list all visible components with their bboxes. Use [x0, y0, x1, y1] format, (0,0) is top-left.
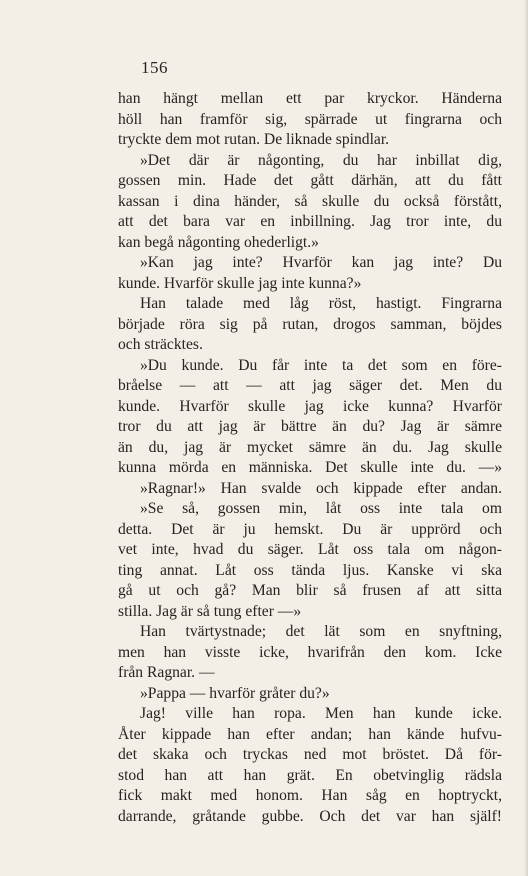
text-line: han hängt mellan ett par kryckor. Händerna	[118, 90, 502, 107]
text-line: »Pappa — hvarför gråter du?»	[140, 684, 330, 702]
text-line: tryckte dem mot rutan. De liknade spindlar.	[118, 131, 390, 148]
text-line: kassan i dina händer, så skulle du också förstått,	[118, 192, 502, 210]
text-line: tror du att jag är bättre än du? Jag är sämre	[118, 418, 502, 435]
page-edge	[524, 0, 528, 876]
text-line: stod han att han grät. En obetvinglig rädsla	[118, 766, 502, 784]
text-line: »Se så, gossen min, låt oss inte tala om	[140, 500, 502, 517]
text-line: än du, jag är mycket sämre än du. Jag skulle	[118, 438, 502, 456]
text-line: gå ut och gå? Man blir så frusen af att sitta	[118, 582, 502, 599]
text-line: kan begå någonting ohederligt.»	[118, 233, 319, 251]
page-number: 156	[141, 58, 168, 77]
body-text	[118, 89, 502, 827]
text-line: stilla. Jag är så tung efter —»	[118, 602, 302, 620]
text-line: kunna mörda en människa. Det skulle inte du. —»	[118, 459, 502, 476]
text-line: det skaka och tryckas ned mot bröstet. Då för-	[118, 746, 502, 763]
text-line: detta. Det är ju hemskt. Du är upprörd och	[118, 520, 502, 538]
text-line: gossen min. Hade det gått därhän, att du fått	[118, 172, 502, 189]
text-line: kunde. Hvarför skulle jag icke kunna? Hvarför	[118, 397, 502, 415]
text-line: Jag! ville han ropa. Men han kunde icke.	[140, 705, 502, 722]
text-line: »Kan jag inte? Hvarför kan jag inte? Du	[140, 254, 502, 271]
text-line: började röra sig på rutan, drogos samman, böjdes	[118, 315, 502, 333]
text-line: »Ragnar!» Han svalde och kippade efter andan.	[140, 479, 502, 497]
text-line: fick makt med honom. Han såg en hoptryckt,	[118, 787, 502, 804]
text-line: att det bara var en inbillning. Jag tror inte, du	[118, 213, 502, 230]
text-line: men han visste icke, hvarifrån den kom. Icke	[118, 643, 502, 661]
text-line: höll han framför sig, spärrade ut fingrarna och	[118, 110, 502, 128]
text-line: Åter kippade han efter andan; han kände hufvu-	[118, 725, 502, 743]
text-line: ting annat. Låt oss tända ljus. Kanske vi ska	[118, 561, 502, 579]
text-line: kunde. Hvarför skulle jag inte kunna?»	[118, 274, 362, 292]
text-line: från Ragnar. —	[118, 664, 215, 681]
text-line: Han tvärtystnade; det lät som en snyftning,	[140, 623, 502, 640]
text-line: »Det där är någonting, du har inbillat dig,	[140, 151, 502, 169]
text-line: bråelse — att — att jag säger det. Men du	[118, 377, 502, 394]
text-line: Han talade med låg röst, hastigt. Fingrarna	[140, 295, 502, 312]
text-line: vet inte, hvad du säger. Låt oss tala om någon-	[118, 541, 502, 558]
text-line: darrande, gråtande gubbe. Och det var han själf!	[118, 807, 502, 825]
text-line: och sträcktes.	[118, 336, 203, 353]
text-line: »Du kunde. Du får inte ta det som en före-	[140, 356, 502, 374]
